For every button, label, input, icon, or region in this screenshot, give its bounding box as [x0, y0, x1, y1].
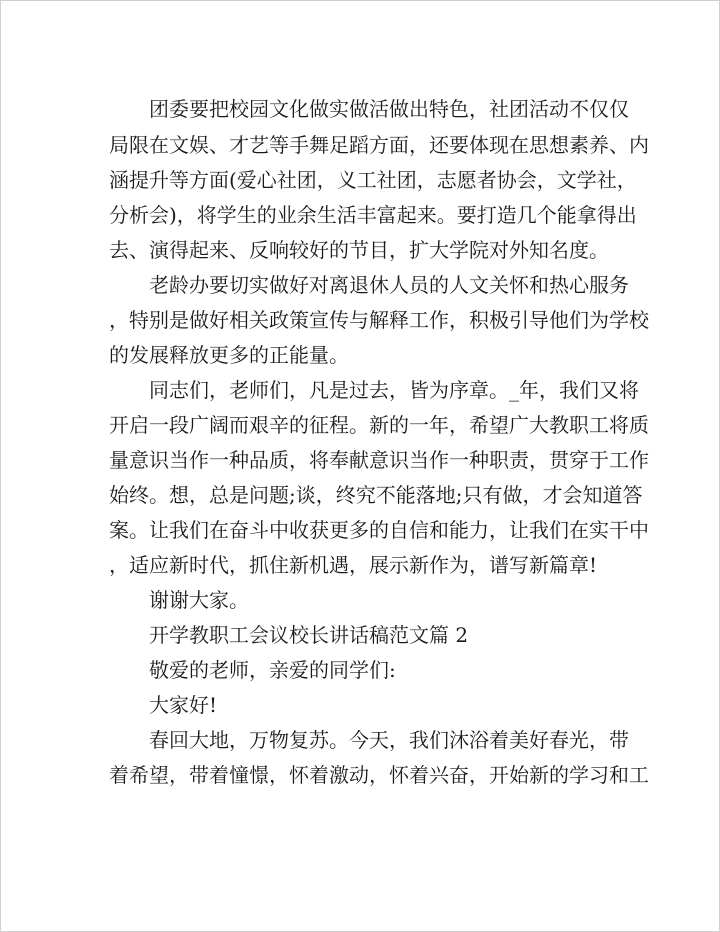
paragraph-line: 量意识当作一种品质，将奉献意识当作一种职责，贯穿于工作: [109, 448, 649, 472]
paragraph-line: ，适应新时代，抓住新机遇，展示新作为，谱写新篇章!: [109, 553, 598, 577]
paragraph-line: 春回大地，万物复苏。今天，我们沐浴着美好春光，带: [149, 728, 629, 752]
paragraph-line: 团委要把校园文化做实做活做出特色，社团活动不仅仅: [149, 97, 629, 121]
section-title: 开学教职工会议校长讲话稿范文篇 2: [149, 623, 469, 647]
salutation-line: 敬爱的老师，亲爱的同学们:: [149, 658, 396, 682]
closing-line: 谢谢大家。: [149, 588, 249, 612]
paragraph-line: ，特别是做好相关政策宣传与解释工作，积极引导他们为学校: [109, 308, 649, 332]
paragraph-line: 着希望，带着憧憬，怀着激动，怀着兴奋，开始新的学习和工: [109, 763, 649, 787]
paragraph-line: 开启一段广阔而艰辛的征程。新的一年，希望广大教职工将质: [109, 413, 649, 437]
paragraph-line: 局限在文娱、才艺等手舞足蹈方面，还要体现在思想素养、内: [109, 133, 649, 157]
paragraph-line: 去、演得起来、反响较好的节目，扩大学院对外知名度。: [109, 238, 609, 262]
paragraph-line: 涵提升等方面(爱心社团，义工社团，志愿者协会，文学社，: [109, 168, 637, 192]
paragraph-line: 的发展释放更多的正能量。: [109, 343, 349, 367]
greeting-line: 大家好!: [149, 693, 218, 717]
paragraph-line: 老龄办要切实做好对离退休人员的人文关怀和热心服务: [149, 273, 629, 297]
paragraph-line: 同志们，老师们，凡是过去，皆为序章。_年，我们又将: [149, 378, 639, 402]
paragraph-line: 始终。想，总是问题;谈，终究不能落地;只有做，才会知道答: [109, 483, 643, 507]
paragraph-line: 案。让我们在奋斗中收获更多的自信和能力，让我们在实干中: [109, 518, 649, 542]
paragraph-line: 分析会)，将学生的业余生活丰富起来。要打造几个能拿得出: [109, 203, 637, 227]
